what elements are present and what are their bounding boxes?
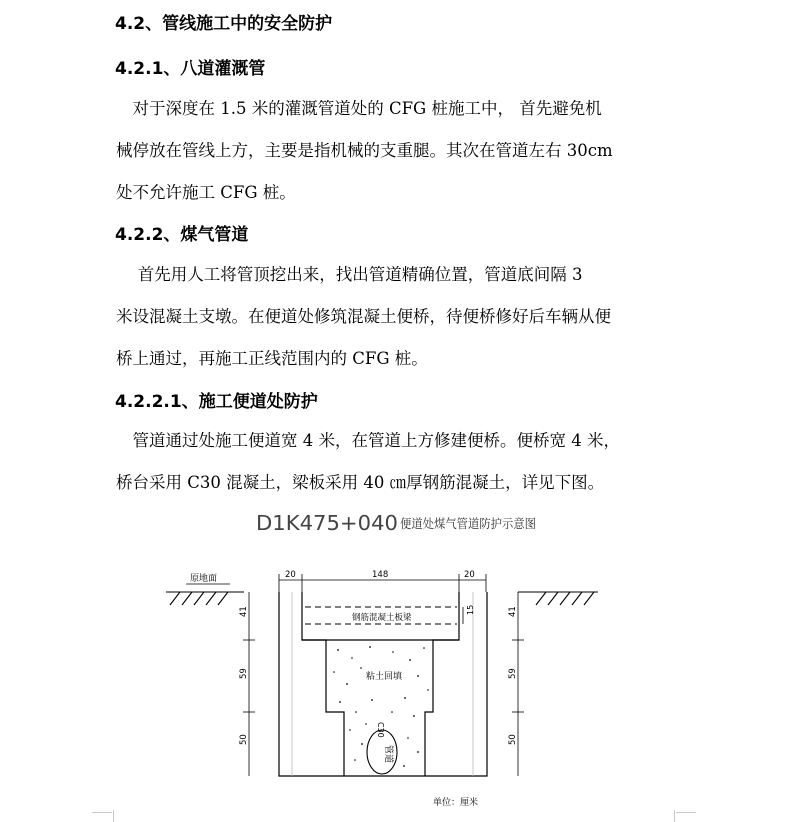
left-dim-bot: 50 bbox=[239, 734, 249, 745]
text-line: 桥台采用 C30 混凝土，梁板采用 40 ㎝厚钢筋混凝土，详见下图。 bbox=[116, 473, 605, 492]
page-corner-mark-left bbox=[113, 810, 114, 822]
pipe-label: 管道 bbox=[383, 745, 393, 764]
right-dimension bbox=[512, 592, 524, 776]
beam-label: 钢筋混凝土板梁 bbox=[352, 613, 412, 623]
unit-label: 单位：厘米 bbox=[433, 798, 479, 808]
heading-4-2-2-1: 4.2.2.1、施工便道处防护 bbox=[115, 392, 318, 412]
heading-4-2-1: 4.2.1、八道灌溉管 bbox=[115, 59, 266, 79]
text-line: 首先用人工将管顶挖出来，找出管道精确位置，管道底间隔 3 bbox=[116, 265, 583, 284]
left-dim-top: 41 bbox=[239, 606, 249, 617]
dim-right-label: 20 bbox=[464, 570, 475, 580]
ground-left bbox=[166, 584, 244, 605]
text-line: 管道通过处施工便道宽 4 米，在管道上方修建便桥。便桥宽 4 米， bbox=[116, 431, 620, 450]
right-dim-mid: 59 bbox=[508, 668, 518, 679]
page-corner-mark-left-h bbox=[92, 812, 112, 813]
right-dim-bot: 50 bbox=[508, 734, 518, 745]
figure-title-text: 便道处煤气管道防护示意图 bbox=[400, 516, 536, 531]
text-line: 处不允许施工 CFG 桩。 bbox=[116, 183, 296, 202]
fill-label: 粘土回填 bbox=[366, 672, 403, 682]
heading-4-2-2: 4.2.2、煤气管道 bbox=[115, 225, 249, 245]
text-line: 械停放在管线上方，主要是指机械的支重腿。其次在管道左右 30cm bbox=[116, 141, 613, 160]
ground-right bbox=[518, 592, 598, 605]
page-corner-mark-right-h bbox=[676, 812, 696, 813]
grade-label: C30 bbox=[376, 722, 385, 738]
text-line: 对于深度在 1.5 米的灌溉管道处的 CFG 桩施工中， 首先避免机 bbox=[116, 99, 602, 118]
fill-speckles bbox=[333, 646, 429, 767]
dim-left-label: 20 bbox=[285, 570, 296, 580]
heading-4-2: 4.2、管线施工中的安全防护 bbox=[115, 14, 333, 34]
text-line: 米设混凝土支墩。在便道处修筑混凝土便桥，待便桥修好后车辆从便 bbox=[116, 307, 611, 326]
page-corner-mark-right bbox=[674, 810, 675, 822]
ground-label: 原地面 bbox=[190, 574, 218, 584]
left-dim-mid: 59 bbox=[239, 668, 249, 679]
text-line: 桥上通过，再施工正线范围内的 CFG 桩。 bbox=[116, 349, 428, 368]
right-dim-top: 41 bbox=[508, 606, 518, 617]
left-dimension bbox=[243, 592, 255, 776]
figure-title-code: D1K475+040 bbox=[256, 511, 398, 535]
dim-span-label: 148 bbox=[372, 570, 389, 580]
beam-dim-label: 15 bbox=[466, 604, 475, 615]
